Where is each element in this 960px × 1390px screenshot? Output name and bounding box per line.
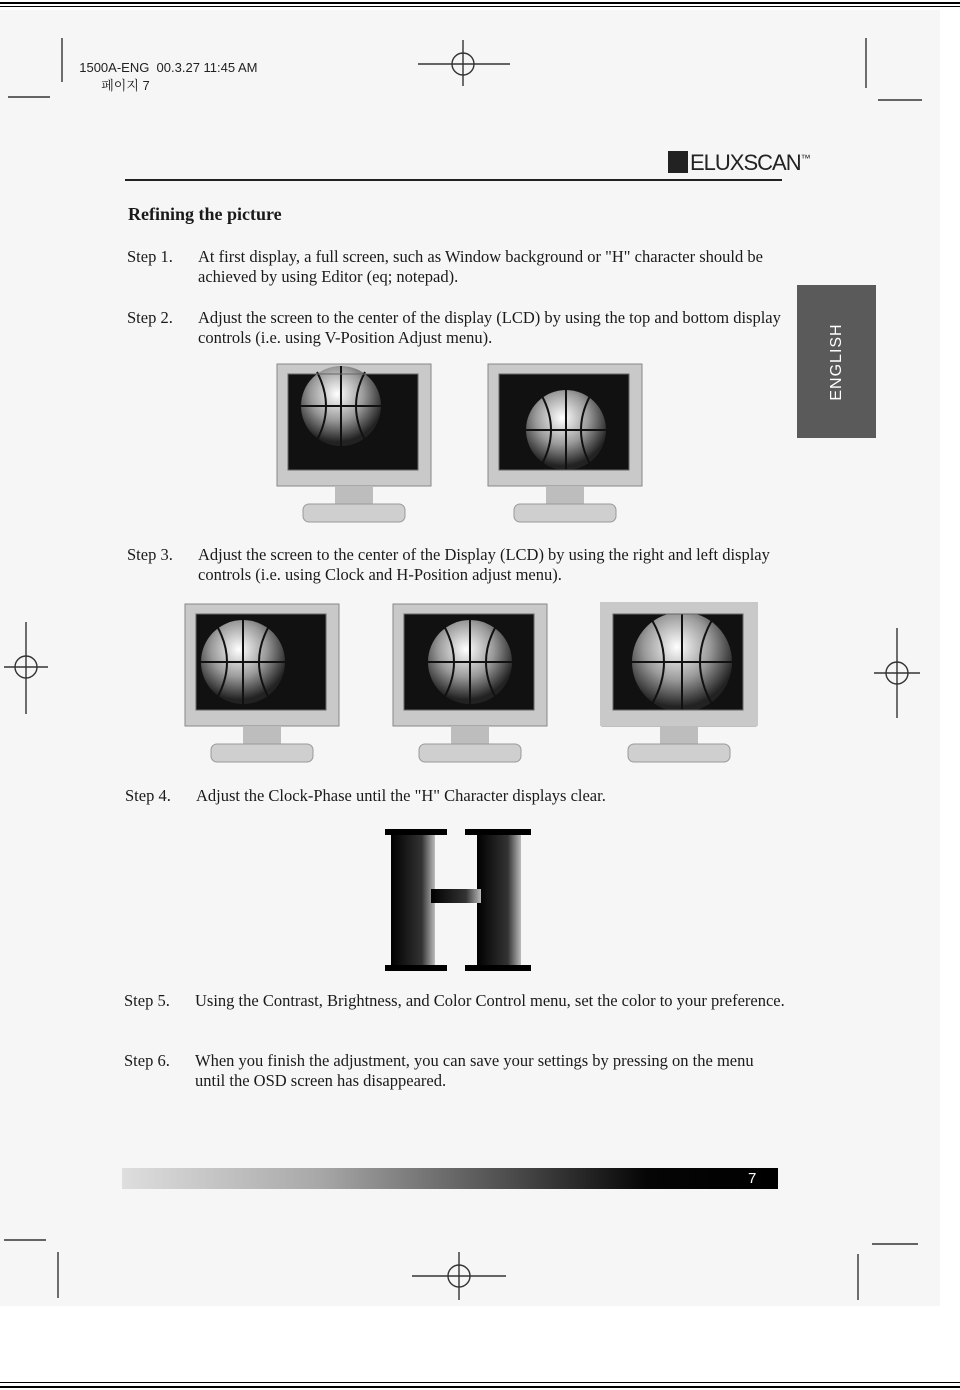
step-text: Adjust the screen to the center of the Display (LCD) by using the right and left display controls (i.e. using Clock and H-Position adjust menu). (198, 545, 770, 584)
monitor-ball-center (391, 602, 549, 768)
step-number: Step 5. (124, 991, 170, 1010)
monitor-ball-low (486, 362, 644, 528)
step-text: Adjust the screen to the center of the display (LCD) by using the top and bottom display controls (i.e. using V-Position Adjust menu). (198, 308, 781, 347)
deluxscan-logo (668, 150, 810, 176)
h-character-sample (385, 829, 535, 971)
language-tab-label: ENGLISH (827, 322, 845, 401)
monitor-ball-right (600, 602, 758, 768)
logo-trademark: ™ (800, 153, 810, 165)
logo-mark-icon (668, 151, 688, 173)
step-5 (124, 991, 785, 1033)
step-2 (127, 308, 788, 350)
step-6 (124, 1051, 785, 1093)
step-4 (125, 786, 786, 808)
step-text: When you finish the adjustment, you can save your settings by pressing on the menu until the OSD screen has disappeared. (195, 1051, 754, 1090)
step-number: Step 6. (124, 1051, 170, 1070)
step-text: At first display, a full screen, such as Window background or "H" character should be achieved by using Editor (eq; notepad). (198, 247, 763, 286)
step-text: Using the Contrast, Brightness, and Color Control menu, set the color to your preference. (195, 991, 785, 1010)
page-number: 7 (748, 1170, 757, 1187)
step-text: Adjust the Clock-Phase until the "H" Character displays clear. (196, 786, 606, 805)
step-number: Step 3. (127, 545, 173, 564)
language-tab (797, 285, 876, 438)
print-slug (72, 45, 258, 94)
footer-gradient-bar (122, 1168, 778, 1189)
section-title: Refining the picture (128, 204, 282, 224)
header-rule (125, 179, 782, 181)
step-number: Step 1. (127, 247, 173, 266)
monitor-ball-high (275, 362, 433, 528)
step-number: Step 2. (127, 308, 173, 327)
slug-job-info: 1500A-ENG 00.3.27 11:45 AM (79, 60, 258, 75)
step-3 (127, 545, 788, 587)
step-1 (127, 247, 788, 289)
slug-page-label: 페이지 7 (101, 78, 150, 93)
step-number: Step 4. (125, 786, 171, 805)
monitor-ball-left (183, 602, 341, 768)
logo-text: ELUXSCAN (690, 150, 801, 175)
